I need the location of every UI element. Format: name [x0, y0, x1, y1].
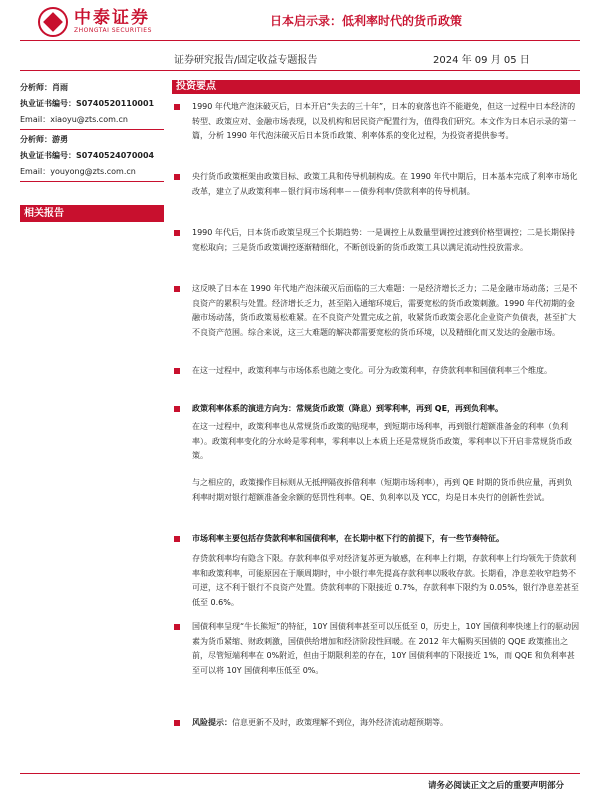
- point-text: 在这一过程中，政策利率与市场体系也随之变化。可分为政策利率，存贷款利率和国债利率三个维度。: [192, 366, 552, 375]
- analyst-name: 肖雨: [52, 83, 68, 92]
- analyst-email-link[interactable]: youyong@zts.com.cn: [50, 167, 136, 176]
- bullet-icon: [174, 174, 180, 180]
- point-text: 这反映了日本在 1990 年代地产泡沫破灭后面临的三大难题：一是经济增长乏力；二是金融市场动荡；三是不良资产的累积与处置。经济增长乏力，甚至陷入通缩环境后，需要宽松的货币政策刺激。1990 年代初期的金融市场动荡，货币政策易松难紧。在不良资产处置完成之前，收紧货币政策会恶化企业资产负债表，甚至扩大不良资产范围。综合来说，这三大难题的解决都需要宽松的货币环境，以及精细化而又发达的金融市场。: [192, 284, 578, 337]
- analyst-email-link[interactable]: xiaoyu@zts.com.cn: [50, 115, 128, 124]
- main-content: [172, 80, 580, 727]
- bullet-icon: [174, 406, 180, 412]
- bullet-icon: [174, 230, 180, 236]
- cert-number: S0740520110001: [76, 99, 155, 108]
- point-heading: 市场利率主要包括存贷款利率和国债利率，在长期中枢下行的前提下，有一些节奏特征。: [192, 534, 504, 543]
- bullet-icon: [174, 720, 180, 726]
- report-date: 2024 年 09 月 05 日: [433, 55, 530, 66]
- company-logo: [38, 7, 152, 37]
- bullet-icon: [174, 286, 180, 292]
- risk-label: 风险提示：: [192, 718, 232, 727]
- section-title: 投资要点: [172, 80, 580, 94]
- point-7-detail: 存贷款利率均有隐含下限。存款利率似乎对经济复苏更为敏感，在利率上行期，存款利率上行均领先于贷款利率和政策利率，可能原因在于顺周期时，中小银行率先提高存款利率以吸收存款。长期看，净息差收窄趋势不可逆，这不利于银行不良资产处置。贷款利率的下限接近 0.7%，存款利率下限约为 0.05%，银行净息差甚至低至 0.6%。: [192, 554, 579, 607]
- point-text: 1990 年代地产泡沫破灭后，日本开启“失去的三十年”，日本的衰落也许不能避免，但这一过程中日本经济的转型、政策应对、金融市场表现，以及机构和居民资产配置行为，值得我们研究。本文作为日本启示录的第一篇，分析 1990 年代泡沫破灭后日本货币政策、利率体系的变化过程，为投资者提供参考。: [192, 102, 576, 140]
- analyst-1: [20, 80, 164, 130]
- bullet-icon: [174, 624, 180, 630]
- report-header: [0, 0, 600, 70]
- point-text: 1990 年代后，日本货币政策呈现三个长期趋势：一是调控上从数量型调控过渡到价格型调控；二是长期保持宽松取向；三是货币政策调控逐渐精细化，不断创设新的货币政策工具以满足流动性投放需求。: [192, 228, 575, 252]
- footer-disclaimer: 请务必阅读正文之后的重要声明部分: [427, 781, 564, 791]
- analyst-role-label: 分析师：: [20, 135, 52, 144]
- risk-text: [192, 716, 580, 731]
- report-type: 证券研究报告/固定收益专题报告: [174, 55, 318, 66]
- analyst-divider: [20, 129, 164, 130]
- point-heading: 政策利率体系的演进方向为：常规货币政策（降息）到零利率，再到 QE，再到负利率。: [192, 404, 504, 413]
- analyst-name: 游勇: [52, 135, 68, 144]
- bullet-icon: [174, 368, 180, 374]
- email-label: Email：: [20, 115, 51, 124]
- logo-en-text: ZHONGTAI SECURITIES: [74, 27, 152, 34]
- top-divider: [20, 40, 580, 41]
- cert-label: 执业证书编号：: [20, 151, 76, 160]
- logo-emblem-icon: [38, 7, 68, 37]
- sidebar: [20, 80, 164, 184]
- risk-content: 信息更新不及时，政策理解不到位，海外经济流动超预期等。: [232, 718, 448, 727]
- related-reports-heading: 相关报告: [20, 205, 164, 222]
- footer-divider: [20, 773, 580, 774]
- cert-label: 执业证书编号：: [20, 99, 76, 108]
- email-label: Email：: [20, 167, 51, 176]
- bullet-icon: [174, 104, 180, 110]
- cert-number: S0740524070004: [76, 151, 155, 160]
- analyst-divider: [20, 181, 164, 182]
- analyst-role-label: 分析师：: [20, 83, 52, 92]
- point-6-detail-a: 在这一过程中，政策利率也从常规货币政策的贴现率，到短期市场利率，再到银行超额准备金的利率（负利率）。政策利率变化的分水岭是零利率，零利率以上本质上还是常规货币政策，零利率以下开启非常规货币政策。: [192, 422, 572, 460]
- point-6-detail-b: 与之相应的，政策操作目标则从无抵押隔夜拆借利率（短期市场利率），再到 QE 时期的货币供应量，再到负利率时期对银行超额准备金余额的惩罚性利率。QE、负利率以及 YCC，均是日本央行的创新性尝试。: [192, 478, 573, 502]
- bullet-icon: [174, 536, 180, 542]
- point-text: 国债利率呈现“牛长熊短”的特征，10Y 国债利率甚至可以压低至 0，历史上，10Y 国债利率快速上行的驱动因素为货币紧缩、财政刺激，国债供给增加和经济阶段性回暖。在 2012 年大幅购买国债的 QQE 政策推出之前，尽管短端利率在 0%附近，但由于期限利差的存在，10Y 国债利率的下限接近 1%，而 QQE 和负利率甚至可以将 10Y 国债利率压低至 0%。: [192, 622, 580, 675]
- point-text: 央行货币政策框架由政策目标、政策工具和传导机制构成。在 1990 年代中期后，日本基本完成了利率市场化改革，建立了从政策利率－银行间市场利率－－债券利率/贷款利率的传导机制。: [192, 172, 578, 196]
- header-divider: [20, 70, 580, 71]
- logo-cn-text: 中泰证券: [74, 8, 150, 28]
- report-title: 日本启示录：低利率时代的货币政策: [270, 14, 463, 28]
- analyst-2: [20, 132, 164, 182]
